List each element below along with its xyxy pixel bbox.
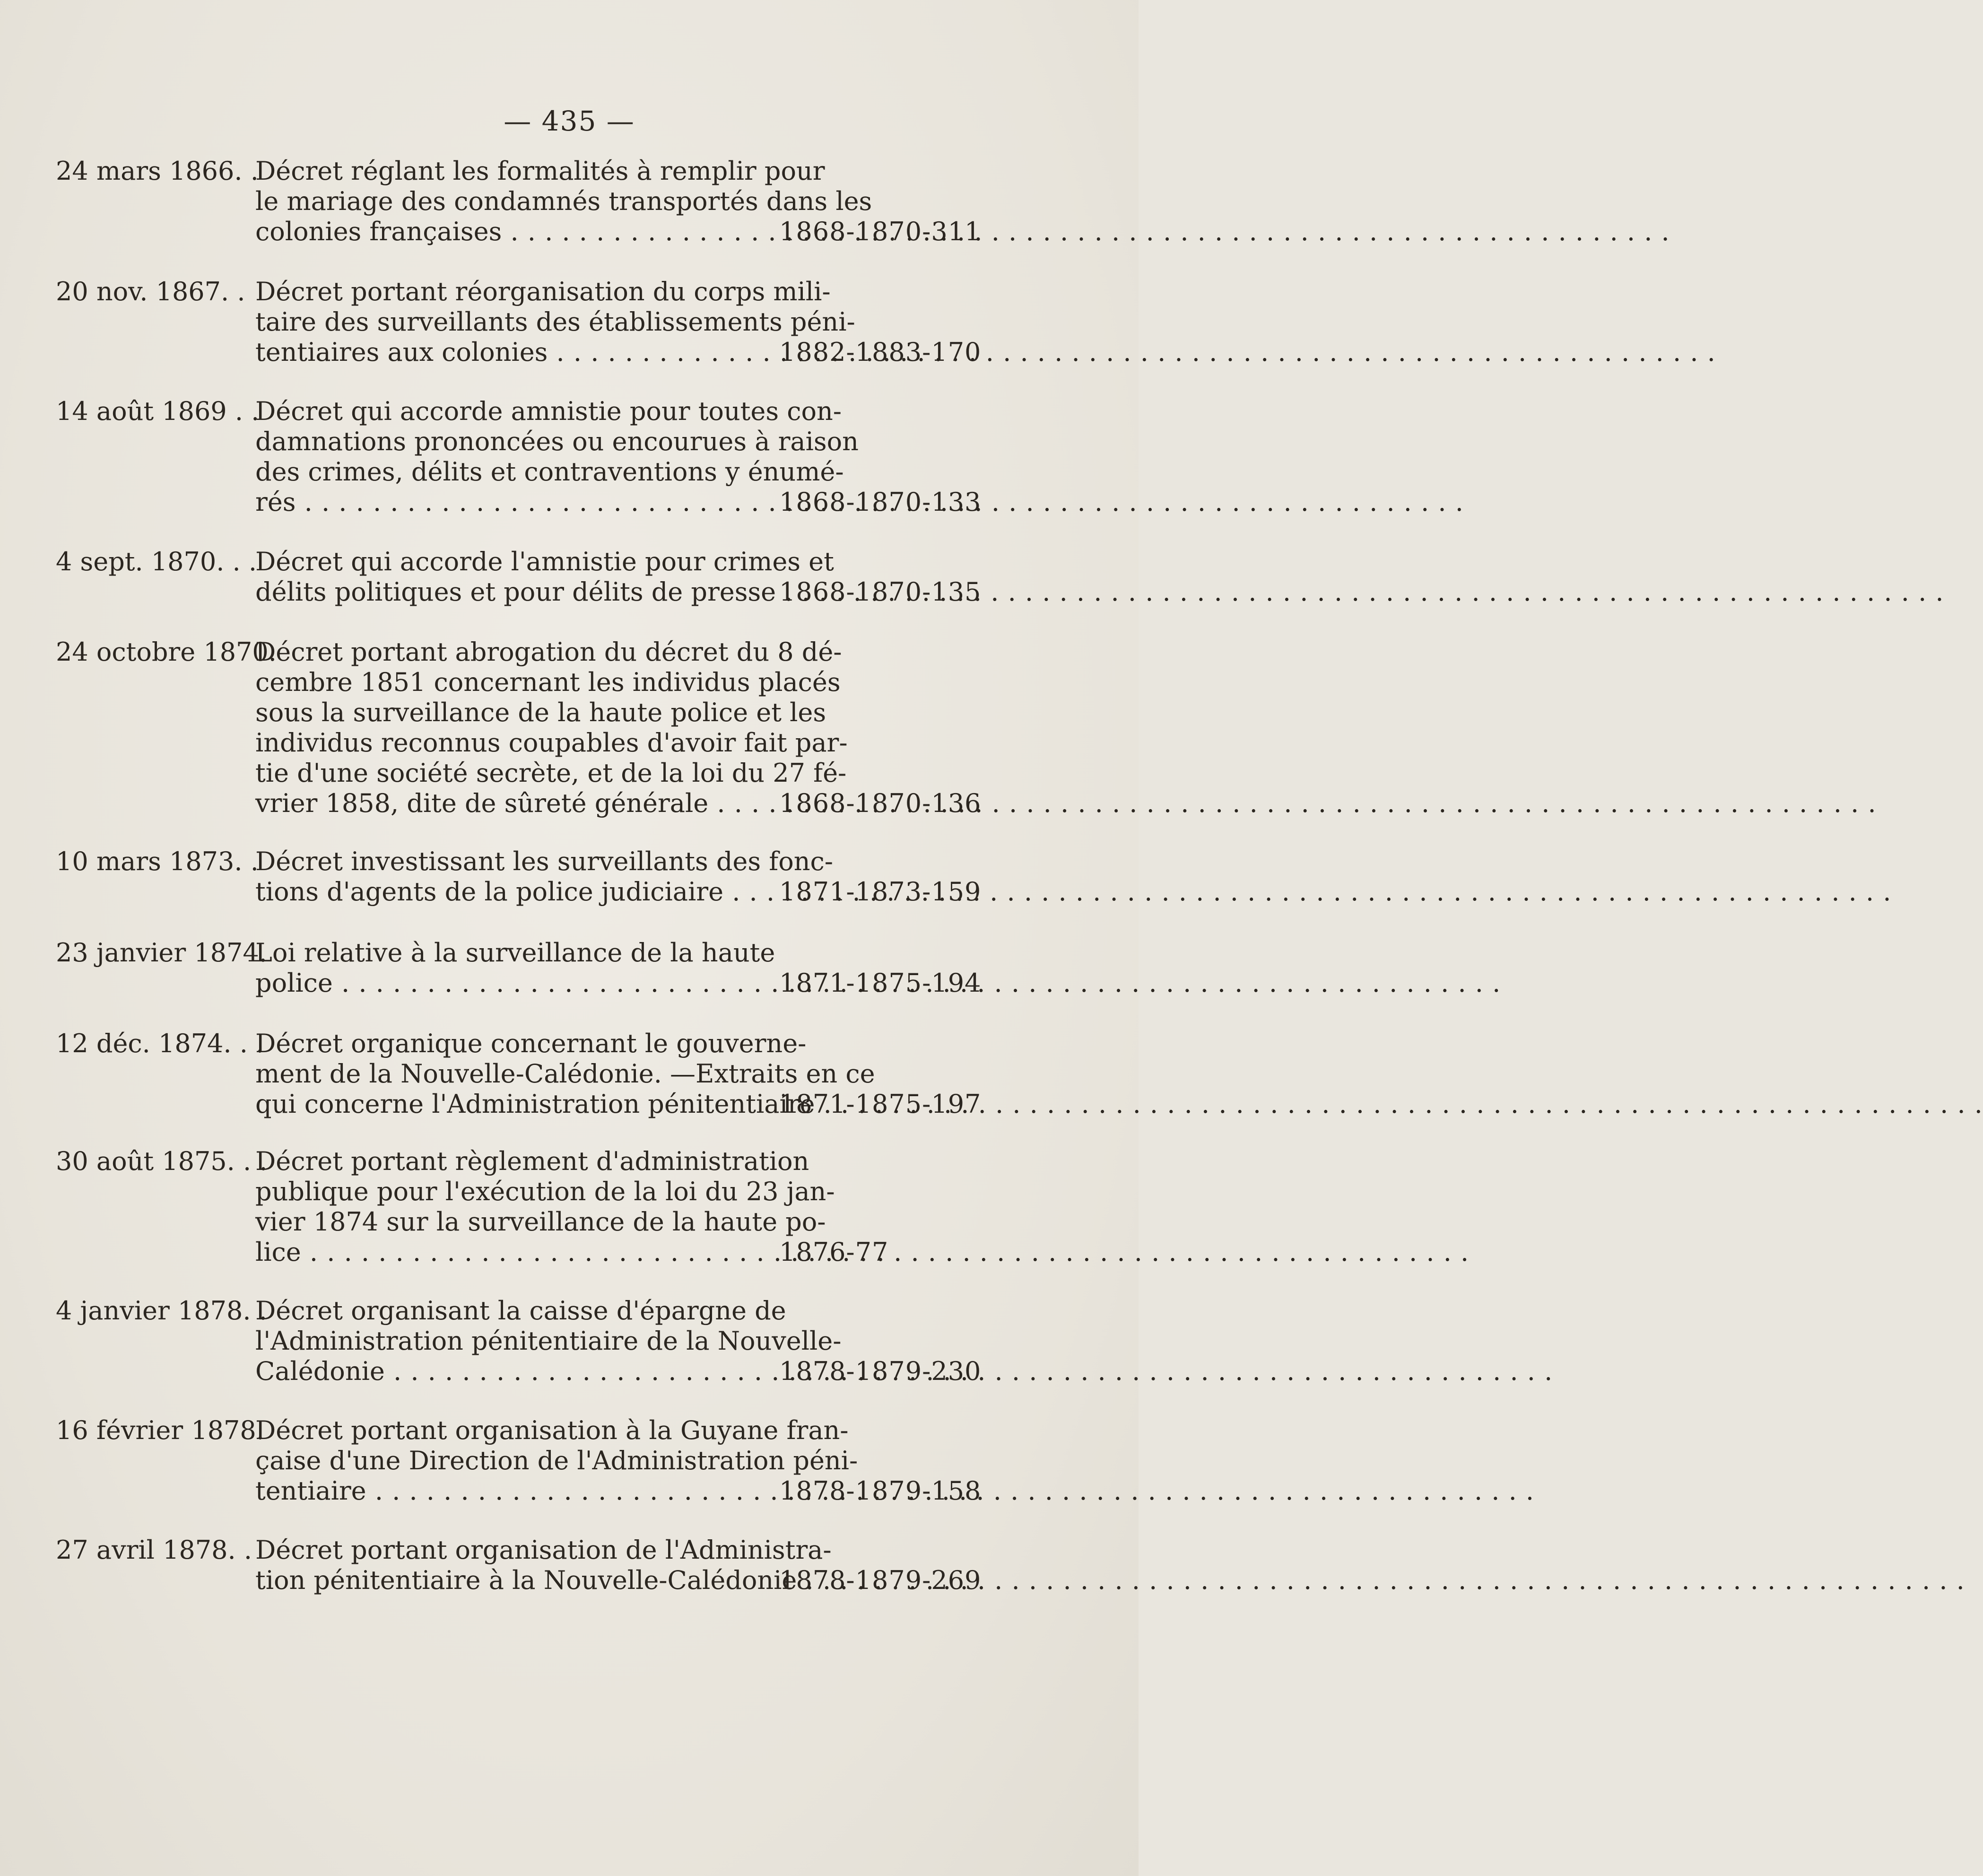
entry-text: [255, 156, 872, 247]
entry-text: [255, 846, 833, 907]
entry-text: [255, 1535, 832, 1596]
entry-date: 4 janvier 1878. .: [56, 1296, 267, 1326]
entry-date: 30 août 1875. . .: [56, 1146, 268, 1176]
entry-line: Décret portant organisation à la Guyane fran-: [255, 1415, 849, 1445]
entry-line: çaise d'une Direction de l'Administration péni-: [255, 1446, 858, 1475]
entry-date: 23 janvier 1874.: [56, 938, 267, 968]
entry-reference: 1868-1870-311: [779, 217, 982, 246]
entry-date: 12 déc. 1874. . .: [56, 1029, 264, 1058]
entry-line: police . . .: [255, 968, 1501, 998]
entry-line: colonies françaises . . .: [255, 217, 1670, 247]
entry-text: [255, 1296, 842, 1387]
entry-line: ment de la Nouvelle-Calédonie. —Extraits en ce: [255, 1059, 875, 1089]
entry-line: Décret réglant les formalités à remplir pour: [255, 156, 825, 186]
entry-text: [255, 1029, 875, 1119]
entry-line: qui concerne l'Administration pénitentiaire . . .: [255, 1089, 1983, 1119]
entry-reference: 1882-1883-170: [779, 337, 982, 367]
entry-line: tion pénitentiaire à la Nouvelle-Calédonie . . .: [255, 1565, 1965, 1596]
entry-line: sous la surveillance de la haute police et les: [255, 698, 826, 727]
page-number: — 435 —: [504, 105, 635, 137]
entry-text: [255, 1415, 858, 1506]
entry-line: tentiaires aux colonies . . .: [255, 337, 1716, 367]
entry-reference: 1868-1870-135: [779, 577, 982, 607]
entry-text: [255, 396, 859, 517]
entry-line: Loi relative à la surveillance de la haute: [255, 938, 775, 968]
entry-text: [255, 547, 834, 607]
entry-line: tentiaire . . .: [255, 1476, 1534, 1506]
entry-line: cembre 1851 concernant les individus placés: [255, 667, 841, 697]
entry-date: 20 nov. 1867. .: [56, 277, 245, 306]
entry-date: 24 octobre 1870.: [56, 637, 277, 667]
entry-line: Décret portant organisation de l'Administra-: [255, 1535, 832, 1565]
entry-reference: 1868-1870-136: [779, 788, 982, 818]
entry-line: Décret portant réorganisation du corps mili-: [255, 277, 831, 306]
entry-line: rés . . .: [255, 487, 1464, 517]
entry-reference: 1878-1879-269: [779, 1565, 982, 1595]
entry-line: l'Administration pénitentiaire de la Nouvelle-: [255, 1326, 842, 1356]
entry-line: publique pour l'exécution de la loi du 23 jan-: [255, 1177, 835, 1206]
entry-line: délits politiques et pour délits de presse . . .: [255, 577, 1944, 607]
entry-date: 27 avril 1878. .: [56, 1535, 252, 1565]
entry-line: Décret organique concernant le gouverne-: [255, 1029, 807, 1058]
entry-reference: 1871-1875-197: [779, 1089, 982, 1119]
entry-date: 10 mars 1873. .: [56, 846, 259, 876]
entry-text: [255, 277, 855, 367]
entry-reference: 1871-1875-194: [779, 968, 982, 998]
entry-line: Décret portant abrogation du décret du 8 dé-: [255, 637, 842, 667]
entry-line: vier 1874 sur la surveillance de la haute po-: [255, 1207, 826, 1237]
entry-reference: 1868-1870-133: [779, 487, 982, 517]
entry-line: individus reconnus coupables d'avoir fait par-: [255, 728, 848, 758]
entry-date: 4 sept. 1870. . .: [56, 547, 257, 576]
entry-line: tie d'une société secrète, et de la loi du 27 fé-: [255, 758, 847, 788]
entry-line: des crimes, délits et contraventions y énumé-: [255, 457, 844, 487]
entry-text: [255, 938, 775, 998]
entry-reference: 1871-1873-159: [779, 877, 982, 907]
entry-date: 14 août 1869 . .: [56, 396, 260, 426]
entry-line: Décret investissant les surveillants des fonc-: [255, 846, 833, 876]
entry-reference: 1878-1879-230: [779, 1356, 982, 1386]
entry-line: Décret qui accorde l'amnistie pour crimes et: [255, 547, 834, 576]
entry-line: Calédonie . . .: [255, 1356, 1553, 1387]
entry-line: Décret qui accorde amnistie pour toutes con-: [255, 396, 842, 426]
entry-line: tions d'agents de la police judiciaire . . .: [255, 877, 1892, 907]
entry-line: le mariage des condamnés transportés dans les: [255, 186, 872, 216]
entry-reference: 1878-1879-158: [779, 1476, 982, 1506]
entry-line: vrier 1858, dite de sûreté générale . . .: [255, 788, 1877, 819]
entry-line: lice . . .: [255, 1237, 1469, 1267]
entry-reference: 1876-77: [779, 1237, 889, 1267]
entry-line: damnations prononcées ou encourues à raison: [255, 427, 859, 456]
entry-line: taire des surveillants des établissements péni-: [255, 307, 855, 337]
entry-date: 24 mars 1866. .: [56, 156, 259, 186]
entry-line: Décret organisant la caisse d'épargne de: [255, 1296, 786, 1326]
entry-text: [255, 637, 848, 819]
entry-line: Décret portant règlement d'administration: [255, 1146, 809, 1176]
entry-date: 16 février 1878.: [56, 1415, 264, 1445]
